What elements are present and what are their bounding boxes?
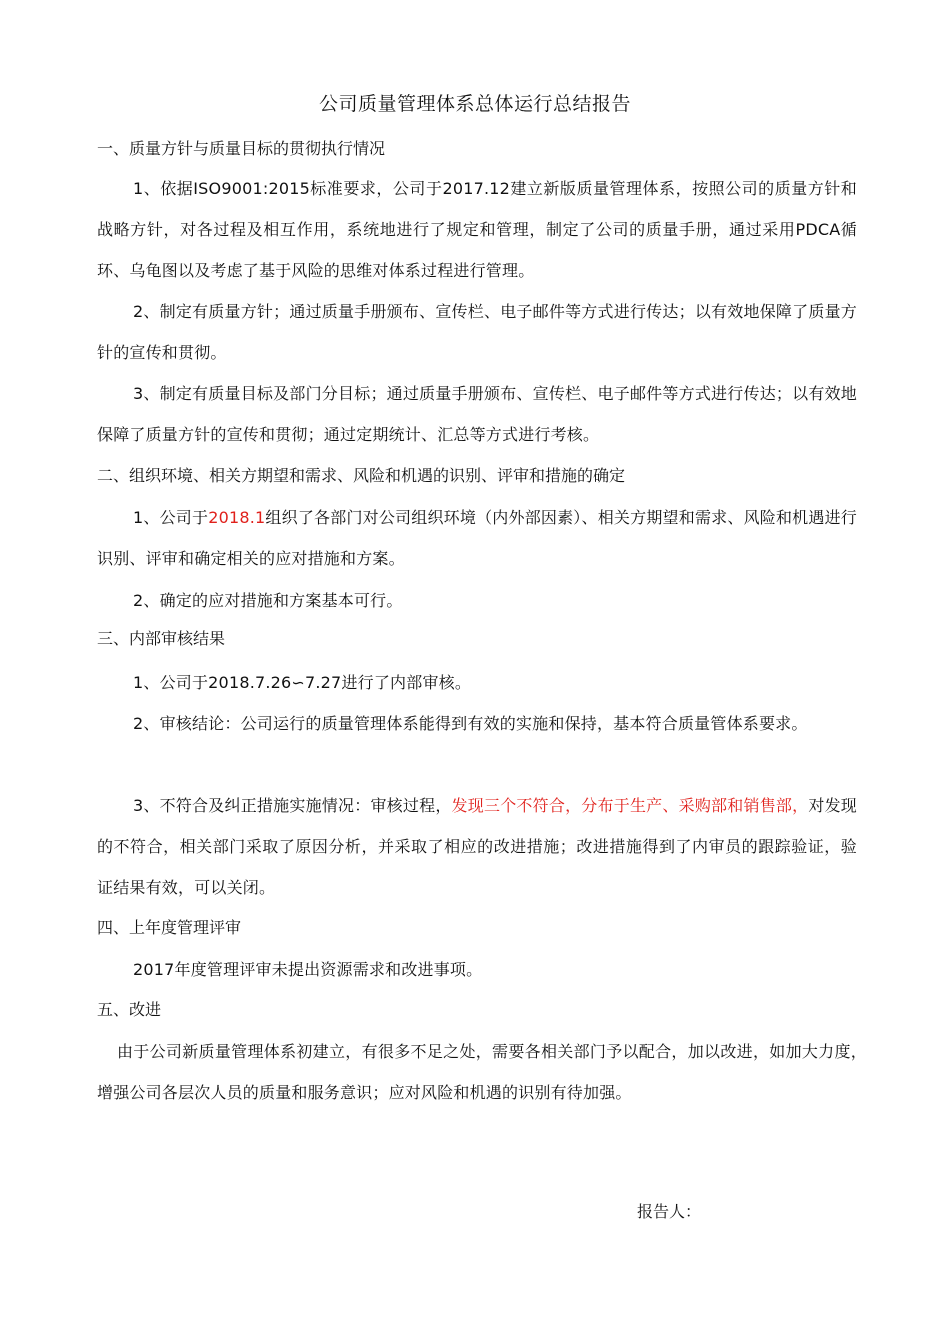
section-3-p3-text-a: 3、不符合及纠正措施实施情况：审核过程， <box>133 796 452 815</box>
section-3-heading: 三、内部审核结果 <box>97 629 226 648</box>
section-2-heading: 二、组织环境、相关方期望和需求、风险和机遇的识别、评审和措施的确定 <box>97 466 626 485</box>
section-1-paragraph-3: 3、制定有质量目标及部门分目标；通过质量手册颁布、宣传栏、电子邮件等方式进行传达；以有效地保障了质量方针的宣传和贯彻；通过定期统计、汇总等方式进行考核。 <box>97 384 857 444</box>
section-1-heading: 一、质量方针与质量目标的贯彻执行情况 <box>97 139 386 158</box>
report-title: 公司质量管理体系总体运行总结报告 <box>318 93 631 115</box>
section-3-paragraph-2: 2、审核结论：公司运行的质量管理体系能得到有效的实施和保持，基本符合质量管体系要求。 <box>133 714 808 733</box>
section-2-paragraph-1 <box>97 497 857 579</box>
section-4-heading: 四、上年度管理评审 <box>97 918 242 937</box>
section-2-p1-text-b: 组织了各部门对公司组织环境（内外部因素）、相关方期望和需求、风险和机遇进行识别、评审和确定相关的应对措施和方案。 <box>97 508 857 568</box>
signature-label: 报告人： <box>637 1202 702 1221</box>
section-3-paragraph-1: 1、公司于2018.7.26∽7.27进行了内部审核。 <box>133 673 472 692</box>
section-5-paragraph-1: 由于公司新质量管理体系初建立，有很多不足之处，需要各相关部门予以配合，加以改进，如加大力度，增强公司各层次人员的质量和服务意识；应对风险和机遇的识别有待加强。 <box>97 1042 867 1102</box>
section-4-paragraph-1: 2017年度管理评审未提出资源需求和改进事项。 <box>133 960 483 979</box>
section-1-paragraph-2: 2、制定有质量方针；通过质量手册颁布、宣传栏、电子邮件等方式进行传达；以有效地保障了质量方针的宣传和贯彻。 <box>97 302 857 362</box>
section-3-p3-highlight: 发现三个不符合，分布于生产、采购部和销售部， <box>451 796 809 815</box>
section-2-paragraph-2: 2、确定的应对措施和方案基本可行。 <box>133 591 403 610</box>
section-3-paragraph-3 <box>97 785 857 908</box>
section-2-p1-text-a: 1、公司于 <box>133 508 209 527</box>
section-2-p1-highlight: 2018.1 <box>208 508 266 527</box>
section-3-p3-text-b: 对发现的不符合，相关部门采取了原因分析，并采取了相应的改进措施；改进措施得到了内审员的跟踪验证，验证结果有效，可以关闭。 <box>97 796 857 897</box>
section-1-paragraph-1: 1、依据ISO9001:2015标准要求，公司于2017.12建立新版质量管理体系，按照公司的质量方针和战略方针，对各过程及相互作用，系统地进行了规定和管理，制定了公司的质量手册，通过采用PDCA循环、乌龟图以及考虑了基于风险的思维对体系过程进行管理。 <box>97 179 857 280</box>
section-5-heading: 五、改进 <box>97 1000 162 1019</box>
